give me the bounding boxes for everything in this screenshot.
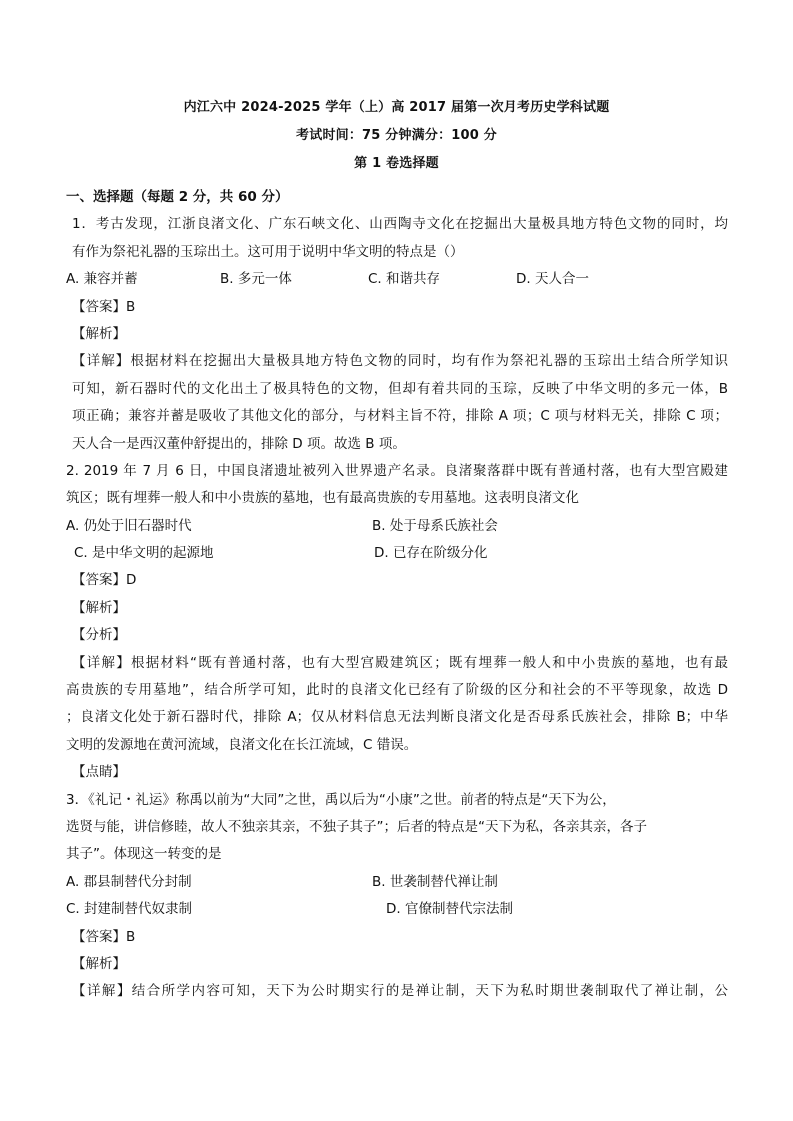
q2-stem-line: 2. 2019 年 7 月 6 日，中国良渚遗址被列入世界遗产名录。良渚聚落群中既有普通村落，也有大型宫殿建 xyxy=(66,462,728,479)
q2-detail-line: ；良渚文化处于新石器时代，排除 A；仅从材料信息无法判断良渚文化是否母系氏族社会，排除 B；中华 xyxy=(66,709,728,726)
q2-answer: 【答案】D xyxy=(72,572,137,589)
q1-analysis-label: 【解析】 xyxy=(72,325,126,342)
q3-options-row1 xyxy=(66,869,728,896)
q3-options-row2 xyxy=(66,896,728,923)
q1-stem-line: 1．考古发现，江浙良渚文化、广东石峡文化、山西陶寺文化在挖掘出大量极具地方特色文物的同时，均 xyxy=(72,216,728,233)
q2-detail-line: 【详解】根据材料“既有普通村落，也有大型宫殿建筑区；既有埋葬一般人和中小贵族的墓地，也有最 xyxy=(72,654,728,671)
q2-detail-line: 高贵族的专用墓地”，结合所学可知，此时的良渚文化已经有了阶级的区分和社会的不平等现象，故选 D xyxy=(66,682,728,699)
q3-option-a: A. 郡县制替代分封制 xyxy=(66,873,192,890)
q2-option-c: C. 是中华文明的起源地 xyxy=(74,545,214,562)
q2-detail-line: 文明的发源地在黄河流域，良渚文化在长江流域，C 错误。 xyxy=(66,736,418,753)
q2-analysis-label: 【解析】 xyxy=(72,599,126,616)
q1-option-d: D. 天人合一 xyxy=(516,271,589,288)
q1-detail-line: 项正确；兼容并蓄是吸收了其他文化的部分，与材料主旨不符，排除 A 项；C 项与材料无关，排除 C 项； xyxy=(72,408,728,425)
q2-stem-line: 筑区；既有埋葬一般人和中小贵族的墓地，也有最高贵族的专用墓地。这表明良渚文化 xyxy=(66,490,579,507)
q1-option-b: B. 多元一体 xyxy=(220,271,292,288)
q2-option-b: B. 处于母系氏族社会 xyxy=(372,517,498,534)
q3-option-d: D. 官僚制替代宗法制 xyxy=(386,901,513,918)
q1-stem-line: 有作为祭祀礼器的玉琮出土。这可用于说明中华文明的特点是（） xyxy=(72,243,464,260)
q1-detail-line: 可知，新石器时代的文化出土了极具特色的文物，但却有着共同的玉琮，反映了中华文明的多元一体，B xyxy=(72,380,728,397)
q3-option-b: B. 世袭制替代禅让制 xyxy=(372,873,498,890)
exam-title: 内江六中 2024-2025 学年（上）高 2017 届第一次月考历史学科试题 xyxy=(183,100,610,115)
q2-option-d: D. 已存在阶级分化 xyxy=(374,545,488,562)
q1-options xyxy=(66,266,728,293)
q3-stem-line: 其子”。体现这一转变的是 xyxy=(66,846,222,863)
section-heading: 一、选择题（每题 2 分，共 60 分） xyxy=(66,189,289,205)
exam-content xyxy=(66,184,728,1006)
q2-dianjing-label: 【点睛】 xyxy=(72,764,126,781)
q1-detail-line: 天人合一是西汉董仲舒提出的，排除 D 项。故选 B 项。 xyxy=(72,435,406,452)
q3-answer: 【答案】B xyxy=(72,928,136,945)
volume-title: 第 1 卷选择题 xyxy=(354,156,439,171)
q3-stem-line: 选贤与能，讲信修睦，故人不独亲其亲，不独子其子”；后者的特点是“天下为私，各亲其亲，各子 xyxy=(66,818,647,835)
q3-analysis-label: 【解析】 xyxy=(72,955,126,972)
q3-option-c: C. 封建制替代奴隶制 xyxy=(66,901,193,918)
q2-fenxi-label: 【分析】 xyxy=(72,627,126,644)
q1-answer: 【答案】B xyxy=(72,298,136,315)
q1-detail-line: 【详解】根据材料在挖掘出大量极具地方特色文物的同时，均有作为祭祀礼器的玉琮出土结合所学知识 xyxy=(72,353,728,370)
exam-info: 考试时间：75 分钟满分：100 分 xyxy=(296,128,497,143)
q3-stem-line: 3．《礼记・礼运》称禹以前为“大同”之世，禹以后为“小康”之世。前者的特点是“天下为公， xyxy=(66,791,616,808)
q3-detail-line: 【详解】结合所学内容可知，天下为公时期实行的是禅让制，天下为私时期世袭制取代了禅让制，公 xyxy=(72,983,728,1000)
q2-options-row2 xyxy=(66,540,728,567)
q2-options-row1 xyxy=(66,513,728,540)
q1-option-a: A. 兼容并蓄 xyxy=(66,271,138,288)
q1-option-c: C. 和谐共存 xyxy=(368,271,441,288)
q2-option-a: A. 仍处于旧石器时代 xyxy=(66,517,192,534)
